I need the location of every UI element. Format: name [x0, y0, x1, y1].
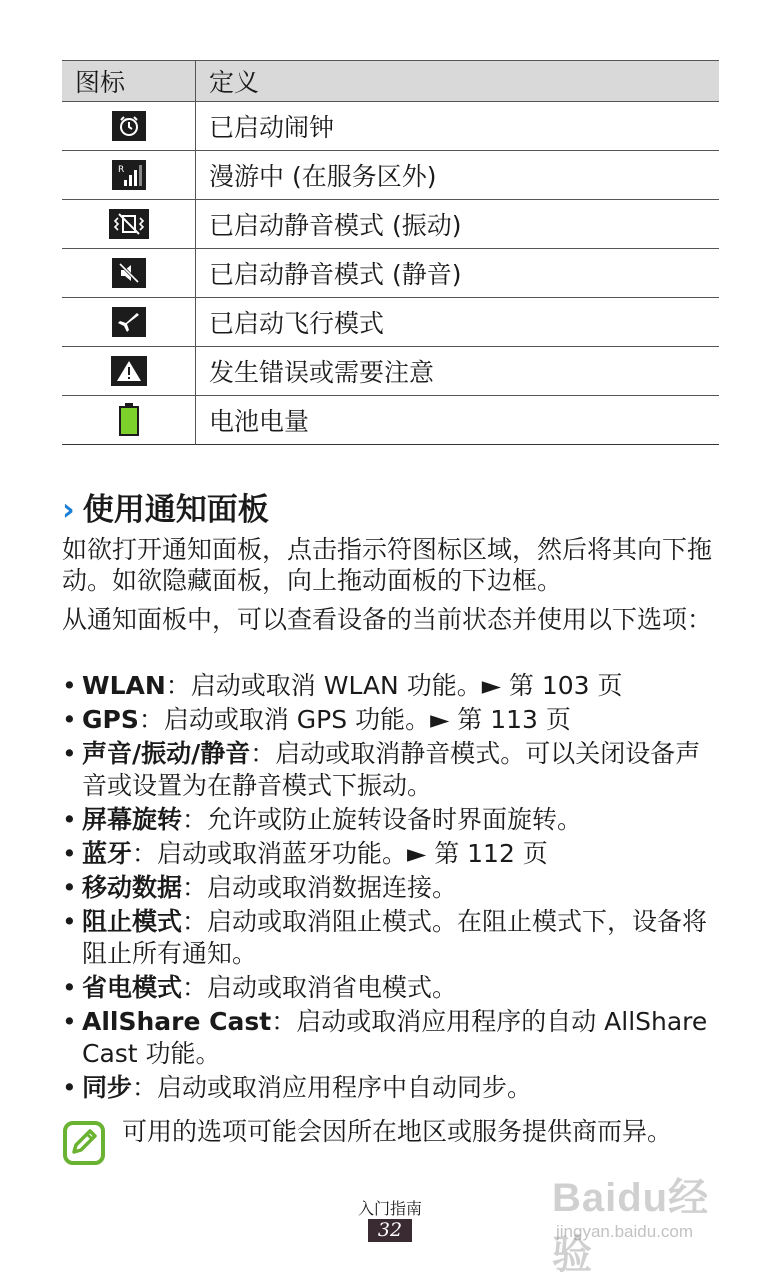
list-item: • 移动数据：启动或取消数据连接。 [62, 873, 458, 902]
warning-icon [111, 356, 147, 386]
option-list [62, 670, 722, 1106]
definition-cell: 漫游中 (在服务区外) [196, 151, 720, 200]
watermark-url: jingyan.baidu.com [556, 1222, 694, 1241]
table-row [62, 249, 719, 298]
mute-icon [112, 258, 146, 288]
roaming-signal-icon [112, 160, 146, 190]
paragraph-open-panel: 如欲打开通知面板，点击指示符图标区域，然后将其向下拖动。如欲隐藏面板，向上拖动面板的下边框。 [62, 535, 713, 595]
definition-cell: 已启动静音模式 (静音) [196, 249, 720, 298]
airplane-icon [112, 307, 146, 337]
table-row [62, 298, 719, 347]
watermark-logo: Baidu经验 [552, 1176, 710, 1277]
definition-cell: 已启动飞行模式 [196, 298, 720, 347]
chevron-right-icon: › [62, 492, 75, 528]
table-row [62, 102, 719, 151]
chapter-label: 入门指南 [357, 1199, 422, 1218]
list-item: • 蓝牙：启动或取消蓝牙功能。► 第 112 页 [62, 839, 548, 868]
definition-cell: 已启动静音模式 (振动) [196, 200, 720, 249]
list-item: • 省电模式：启动或取消省电模式。 [62, 973, 458, 1002]
list-item: • GPS：启动或取消 GPS 功能。► 第 113 页 [62, 705, 571, 734]
header-definition: 定义 [196, 61, 720, 102]
list-item: • AllShare Cast：启动或取消应用程序的自动 AllShare Cast 功能。 [62, 1007, 708, 1068]
header-icon: 图标 [75, 68, 126, 97]
watermark [552, 1166, 742, 1277]
note-pencil-icon [62, 1120, 106, 1166]
list-item: • 阻止模式：启动或取消阻止模式。在阻止模式下，设备将阻止所有通知。 [62, 907, 708, 968]
definition-cell: 已启动闹钟 [196, 102, 720, 151]
vibrate-icon [109, 209, 149, 239]
alarm-icon [112, 111, 146, 141]
list-item: • 屏幕旋转：允许或防止旋转设备时界面旋转。 [62, 805, 583, 834]
status-icon-table [62, 60, 719, 445]
table-row [62, 396, 719, 445]
table-row [62, 200, 719, 249]
table-row [62, 151, 719, 200]
page-number: 32 [368, 1219, 412, 1242]
definition-cell: 发生错误或需要注意 [196, 347, 720, 396]
list-item: • 声音/振动/静音：启动或取消静音模式。可以关闭设备声音或设置为在静音模式下振动。 [62, 739, 701, 800]
note-text: 可用的选项可能会因所在地区或服务提供商而异。 [122, 1117, 673, 1146]
table-row [62, 347, 719, 396]
battery-icon [118, 403, 140, 437]
paragraph-panel-options: 从通知面板中，可以查看设备的当前状态并使用以下选项： [62, 605, 713, 634]
table-header-row [62, 61, 719, 102]
list-item: • 同步：启动或取消应用程序中自动同步。 [62, 1073, 533, 1102]
svg-text:R: R [117, 165, 124, 175]
section-title: › 使用通知面板 [62, 492, 269, 528]
definition-cell: 电池电量 [196, 396, 720, 445]
list-item: • WLAN：启动或取消 WLAN 功能。► 第 103 页 [62, 671, 623, 700]
